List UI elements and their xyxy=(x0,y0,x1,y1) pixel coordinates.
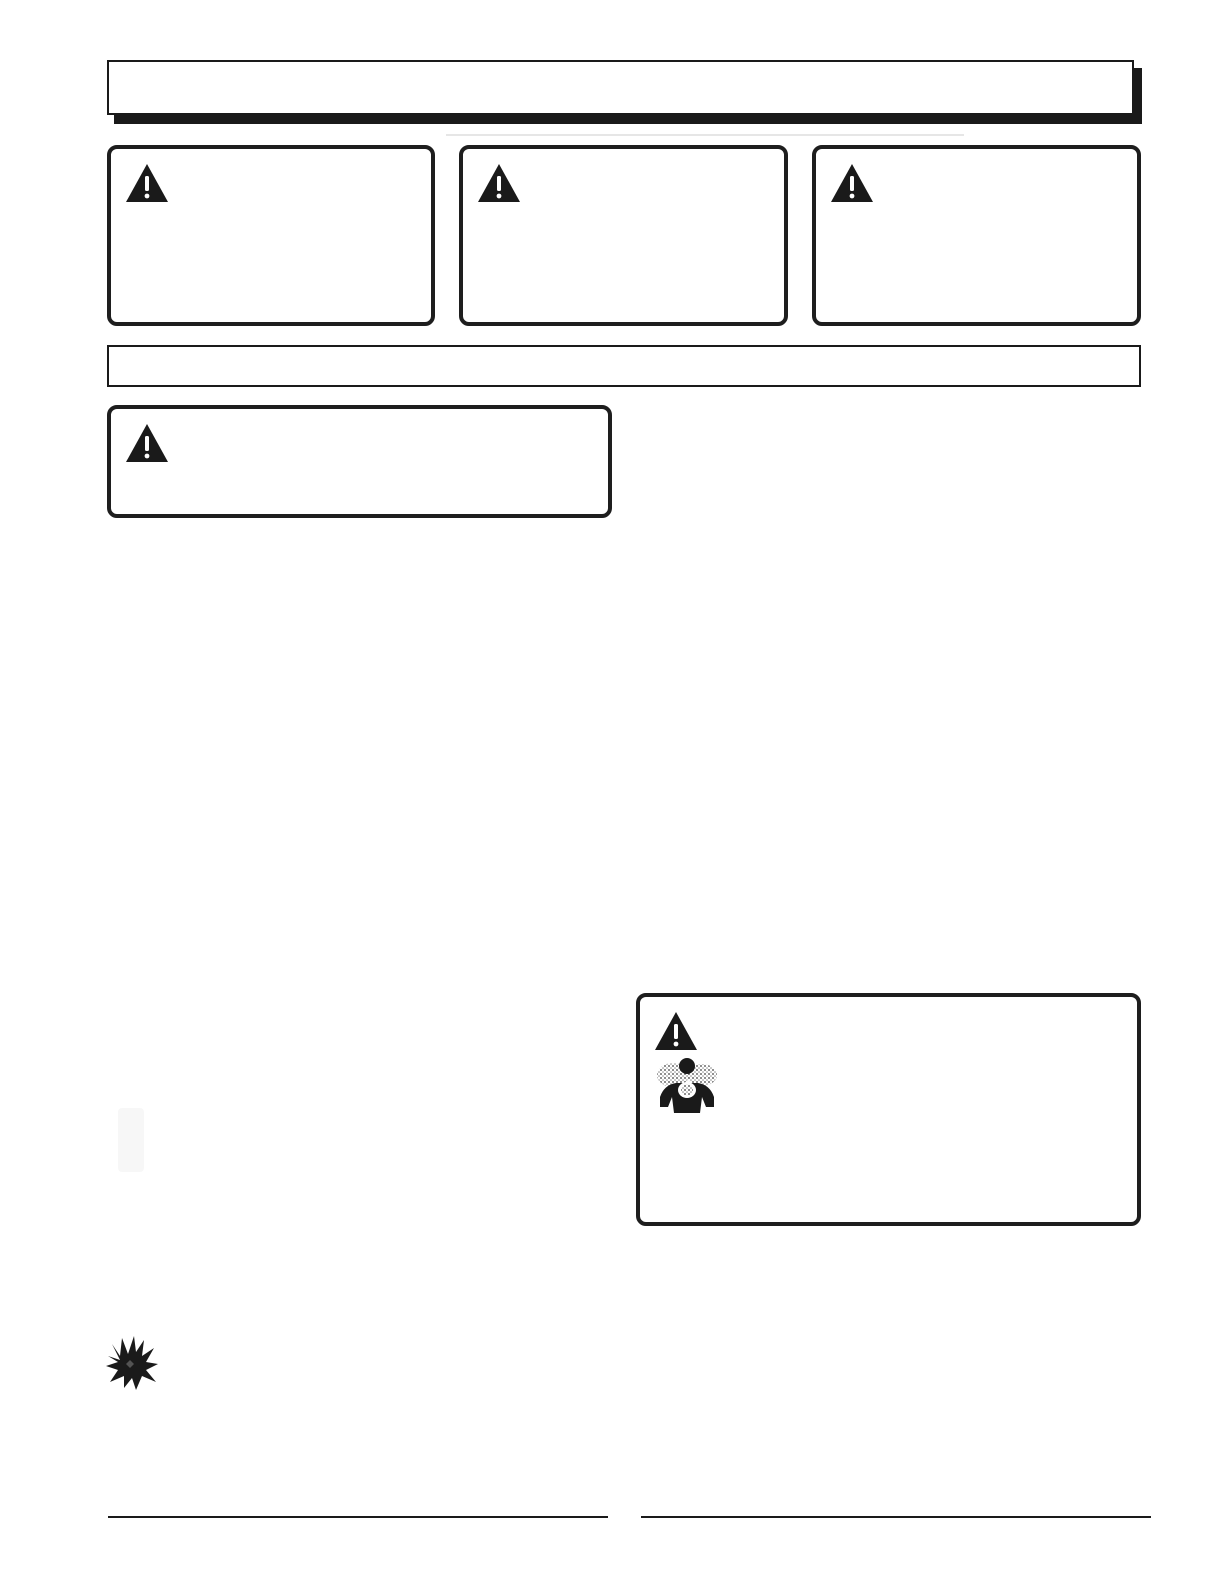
warning-triangle-icon xyxy=(477,163,521,203)
warning-triangle-icon xyxy=(125,163,169,203)
section-heading-bar xyxy=(107,345,1141,387)
warning-box-5 xyxy=(636,993,1141,1226)
page-title-bar xyxy=(107,60,1134,115)
explosion-icon xyxy=(106,1334,160,1392)
footer-rule-right xyxy=(641,1516,1151,1518)
footer-rule-left xyxy=(108,1516,608,1518)
divider xyxy=(446,134,964,136)
warning-box-2 xyxy=(459,145,788,326)
warning-triangle-icon xyxy=(654,1011,698,1051)
warning-box-4 xyxy=(107,405,612,518)
warning-triangle-icon xyxy=(830,163,874,203)
warning-triangle-icon xyxy=(125,423,169,463)
respirator-mask-icon xyxy=(656,1057,718,1115)
warning-box-1 xyxy=(107,145,435,326)
faint-mark xyxy=(118,1108,144,1172)
warning-box-3 xyxy=(812,145,1141,326)
